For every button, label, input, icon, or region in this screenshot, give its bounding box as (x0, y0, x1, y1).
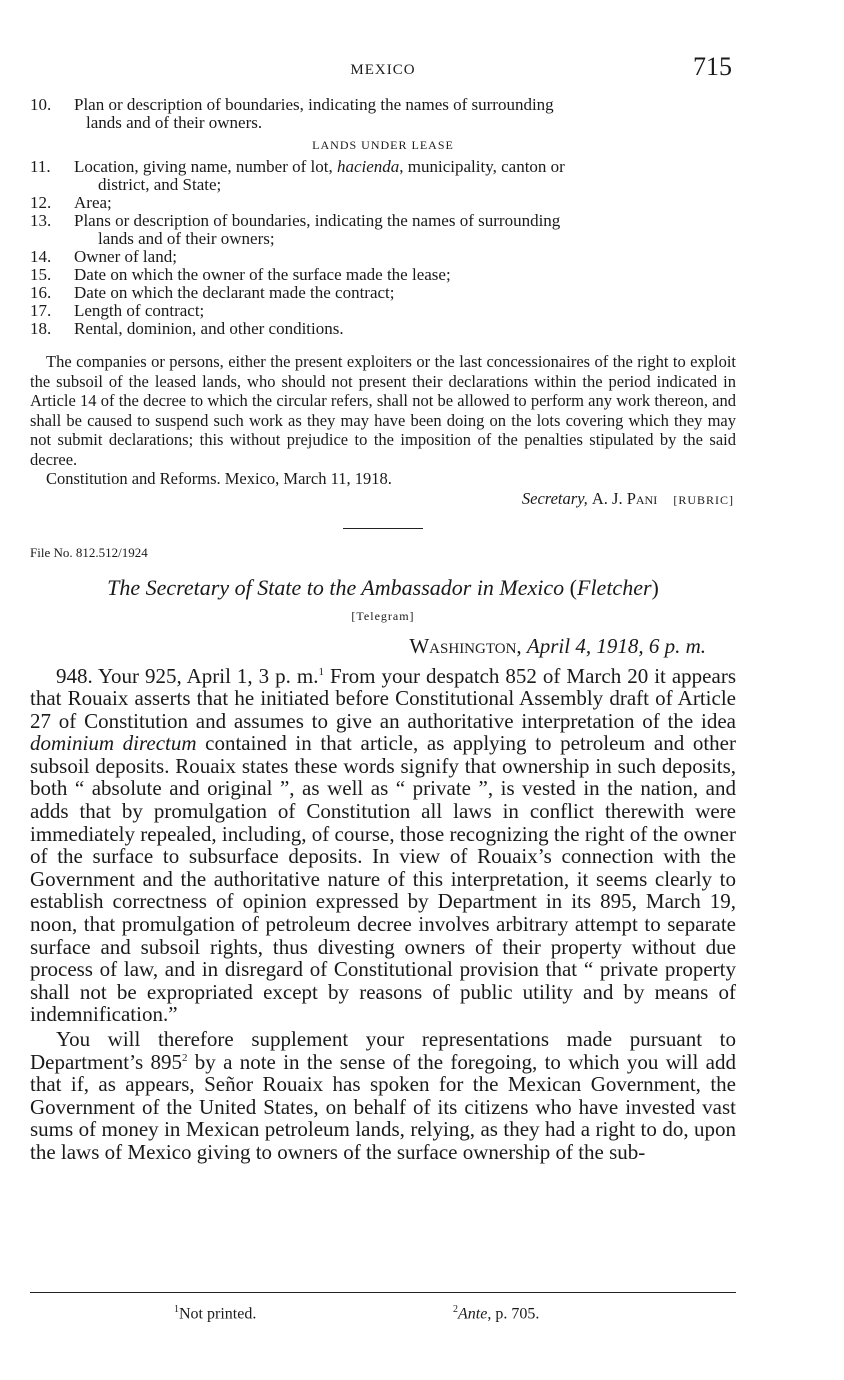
signature (30, 489, 736, 510)
item-number: 11. (30, 157, 51, 176)
item-number: 17. (30, 301, 52, 320)
item-number: 18. (30, 319, 52, 338)
footnote-divider (30, 1292, 736, 1293)
page-number: 715 (693, 52, 732, 81)
item-text: Plans or description of boundaries, indicating the names of surrounding (74, 211, 561, 230)
body-paragraph-2: You will therefore supplement your representations made pursuant to Department’s 895$^2$ by a note in the sense of the foregoing, to which you will add that if, as appears, Señor Rouaix has spoken for the Mexican Government, the Government of the United States, on behalf of its citizens who have invested vast sums of money in Mexican petroleum lands, relying, as they had a right to do, upon the laws of Mexico giving to owners of the surface ownership of the sub- (30, 1027, 736, 1164)
list-item-17 (30, 302, 736, 320)
footnote-2: $^2$Ante, p. 705. (453, 1304, 540, 1323)
recipient: Fletcher (577, 574, 652, 600)
list-item-10 (30, 96, 736, 132)
signature-name: A. J. Pani (591, 488, 658, 508)
italic-term: dominium directum (30, 731, 197, 756)
document-title: The Secretary of State to the Ambassador in Mexico (Fletcher) (107, 574, 659, 600)
rubric: [RUBRIC] (673, 492, 734, 507)
item-text: Plan or description of boundaries, indicating the names of surrounding (74, 95, 554, 114)
item-continuation: lands and of their owners. (86, 113, 263, 132)
body-paragraph-1: 948. Your 925, April 1, 3 p. m.$^1$ From your despatch 852 of March 20 it appears that Rouaix asserts that he initiated before Constitutional Assembly draft of Article 27 of Constitution and assumes to give an authoritative interpretation of the idea dominium directum contained in that article, as applying to petroleum and other subsoil deposits. Rouaix states these words signify that ownership in such deposits, both “ absolute and original ”, as well as “ private ”, is vested in the nation, and adds that by promulgation of Constitution all laws in conflict therewith were immediately repealed, including, of course, those recognizing the right of the owner of the surface to subsurface deposits. In view of Rouaix’s connection with the Government and the authoritative nature of this interpretation, it seems clearly to establish correctness of opinion expressed by Department in its 895, March 19, noon, that promulgation of petroleum decree involves arbitrary attempt to separate surface and subsoil rights, thus divesting owners of their property without due process of law, and in disregard of Constitutional provision that “ private property shall not be expropriated except by reasons of public utility and by means of indemnification.” (30, 663, 736, 1027)
item-text: Area; (74, 193, 112, 212)
list-item-15 (30, 266, 736, 284)
item-text: Location, giving name, number of lot, hacienda, municipality, canton or (74, 157, 565, 176)
list-item-16 (30, 284, 736, 302)
item-text: Date on which the owner of the surface made the lease; (74, 265, 451, 284)
list-item-12 (30, 194, 736, 212)
constitution-line: Constitution and Reforms. Mexico, March 11, 1918. (46, 469, 392, 488)
list-item-14 (30, 248, 736, 266)
item-continuation: lands and of their owners; (98, 229, 275, 248)
item-number: 13. (30, 211, 52, 230)
signature-role: Secretary, (521, 488, 588, 508)
item-number: 16. (30, 283, 52, 302)
item-number: 10. (30, 95, 52, 114)
running-header (30, 0, 736, 96)
item-text: Length of contract; (74, 301, 205, 320)
document-page (30, 0, 736, 1323)
item-number: 12. (30, 193, 52, 212)
document-type: [Telegram] (351, 608, 415, 623)
section-title: LANDS UNDER LEASE (312, 138, 454, 152)
dateline-place: Washington, (409, 633, 522, 658)
item-continuation: district, and State; (98, 175, 222, 194)
footnote-1: $^1$Not printed. (174, 1304, 257, 1323)
dateline (30, 634, 736, 659)
italic-term: hacienda (336, 157, 400, 176)
list-item-11 (30, 158, 736, 194)
item-text: Rental, dominion, and other conditions. (74, 319, 344, 338)
item-number: 15. (30, 265, 52, 284)
running-title: MEXICO (350, 62, 416, 78)
item-text: Owner of land; (74, 247, 177, 266)
dateline-date: April 4, 1918, 6 p. m. (526, 633, 706, 658)
section-divider (343, 528, 423, 529)
footnote-ref: 1 (318, 665, 324, 678)
file-number: File No. 812.512/1924 (30, 544, 148, 560)
footnote-ref: 2 (181, 1051, 188, 1064)
item-number: 14. (30, 247, 52, 266)
companies-paragraph: The companies or persons, either the present exploiters or the last concessionaires of the right to exploit the subsoil of the leased lands, who should not present their declarations within the period indicated in Article 14 of the decree to which the circular refers, shall not be allowed to perform any work thereon, and shall be caused to suspend such work as they may have been doing on the lots covering which they may not submit declarations; this without prejudice to the imposition of the penalties stipulated by the said decree. (30, 352, 736, 469)
list-item-13 (30, 212, 736, 248)
item-text: Date on which the declarant made the contract; (74, 283, 395, 302)
list-item-18 (30, 320, 736, 338)
